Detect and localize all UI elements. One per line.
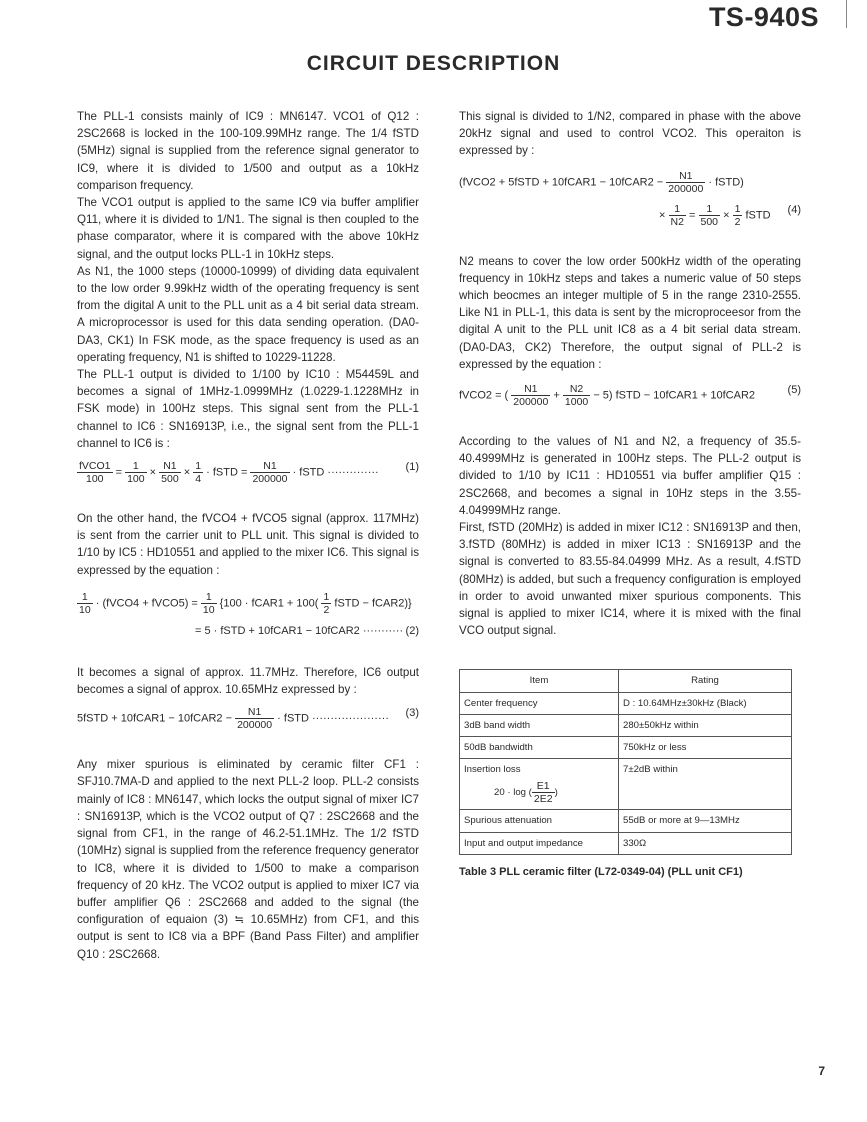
equation-number: (4) (787, 203, 801, 216)
page-number: 7 (818, 1064, 825, 1078)
table-row (460, 832, 792, 854)
table-header-row (460, 670, 792, 692)
table-cell: 7±2dB within (619, 759, 792, 810)
paragraph: N2 means to cover the low order 500kHz width of the operating frequency in 10kHz steps and takes a numeric value of 50 steps which beocmes an integer multiple of 5 in the range 2310-2555. Like N1 in PLL-1, this data is sent by the microproceesor from the digital A unit to the PLL unit IC8 as a 4 bit serial data stream. (DA0-DA3, CK2) Therefore, the output signal of PLL-2 is expressed by the equation : (459, 254, 801, 371)
table-row (460, 737, 792, 759)
table-cell: Input and output impedance (460, 832, 619, 854)
paragraph: As N1, the 1000 steps (10000-10999) of dividing data equivalent to the low order 9.99kHz width of the operating frequency is sent from the digital A unit to the PLL unit as a 4 bit serial data stream. A microprocessor is used for this data sending operation. (DA0-DA3, CK1) In FSK mode, as the space frequency is used as an operating frequency, N1 is shifted to 10229-11228. (77, 264, 419, 364)
paragraph: This signal is divided to 1/N2, compared in phase with the above 20kHz signal and used to control VCO2. This operaiton is expressed by : (459, 110, 801, 158)
table-cell: D : 10.64MHz±30kHz (Black) (619, 692, 792, 714)
ceramic-filter-table (459, 669, 792, 854)
equation-2-line2: = 5 · fSTD + 10fCAR1 − 10fCAR2 ··········· (2) (195, 624, 419, 637)
paragraph: According to the values of N1 and N2, a frequency of 35.5-40.4999MHz is generated in 100Hz steps. The PLL-2 output is divided to 1/10 by IC11 : HD10551 via buffer amplifier Q15 : 2SC2668, and becomes a signal in 10Hz steps in the 3.55-4.04999MHz range. (459, 435, 801, 517)
equation-5: fVCO2 = ( $\frac{N1}{200000}$ + $\frac{N2}{1000}$ − 5) fSTD − 10fCAR1 + 10fCAR2 (5) (459, 383, 801, 409)
paragraph: On the other hand, the fVCO4 + fVCO5 signal (approx. 117MHz) is sent from the carrier unit to PLL unit. This signal is divided to 1/10 by IC5 : HD10551 and applied to the mixer IC6. This signal is expressed by the equation : (77, 512, 419, 577)
equation-2: $\frac{1}{10}$ · (fVCO4 + fVCO5) = $\frac{1}{10}$ {100 · fCAR1 + 100( $\frac{1}{2}$ fSTD − fCAR2)} (79, 590, 412, 616)
model-header: TS-940S (708, 2, 819, 32)
table-row (460, 692, 792, 714)
equation-number: (5) (787, 384, 801, 397)
insertion-loss-formula: 20 · log ( $\frac{E1}{2E2}$ ) (494, 780, 558, 806)
table-header-cell: Rating (619, 670, 792, 692)
table-row (460, 714, 792, 736)
equation-4-line2: × $\frac{1}{N2}$ = $\frac{1}{500}$ × $\frac{1}{2}$ fSTD (4) (659, 202, 801, 228)
paragraph: It becomes a signal of approx. 11.7MHz. Therefore, IC6 output becomes a signal of approx. 10.65MHz expressed by : (77, 665, 419, 697)
table-row (460, 810, 792, 832)
paragraph: The PLL-1 consists mainly of IC9 : MN6147. VCO1 of Q12 : 2SC2668 is locked in the 100-109.99MHz range. The 1/4 fSTD (5MHz) signal is supplied from the reference signal generator to IC9, where it is divided to 1/500 and output as a 10kHz comparison frequency. (77, 110, 419, 192)
equation-number: (2) (405, 624, 419, 637)
table-cell: 750kHz or less (619, 737, 792, 759)
equation-number: (3) (405, 707, 419, 720)
equation-3: 5fSTD + 10fCAR1 − 10fCAR2 − $\frac{N1}{200000}$ · fSTD ····················· (3) (77, 706, 419, 732)
top-rule (846, 0, 847, 28)
table-cell: Center frequency (460, 692, 619, 714)
equation-1: $\frac{\text{fVCO1}}{100}$ = $\frac{1}{100}$ × $\frac{N1}{500}$ × $\frac{1}{4}$ · fSTD = $\frac{N1}{200000}$ · fSTD ·············· (1) (79, 460, 419, 486)
table-row (460, 759, 792, 810)
table-cell: 330Ω (619, 832, 792, 854)
table-cell: Insertion loss 20 · log ( $\frac{E1}{2E2}$ ) (460, 759, 619, 810)
table-cell: 50dB bandwidth (460, 737, 619, 759)
right-column (459, 108, 801, 881)
paragraph: The PLL-1 output is divided to 1/100 by IC10 : M54459L and becomes a signal of 1MHz-1.0999MHz (1.0229-1.1228MHz in FSK mode) in 100Hz steps. This signal sent from the PLL-1 channel to IC6 : SN16913P, i.e., the signal sent from the PLL-1 channel to IC6 is : (77, 368, 419, 450)
table-header-cell: Item (460, 670, 619, 692)
equation-number: (1) (405, 461, 419, 474)
page-title: CIRCUIT DESCRIPTION (306, 52, 561, 75)
table-cell: 280±50kHz within (619, 714, 792, 736)
table-caption: Table 3 PLL ceramic filter (L72-0349-04) (PLL unit CF1) (459, 865, 743, 878)
table-cell: 3dB band width (460, 714, 619, 736)
equation-4: (fVCO2 + 5fSTD + 10fCAR1 − 10fCAR2 − $\frac{N1}{200000}$ · fSTD) (459, 169, 744, 195)
paragraph: The VCO1 output is applied to the same IC9 via buffer amplifier Q11, where it is divided to 1/N1. The signal is then coupled to the phase comparator, where it is compared with the above 10kHz signal, and the output locks PLL-1 in 10kHz steps. (77, 196, 419, 261)
paragraph: First, fSTD (20MHz) is added in mixer IC12 : SN16913P and then, 3.fSTD (80MHz) is added in mixer IC13 : SN16913P and the signal is converted to 83.55-84.04999 MHz. As a result, 4.fSTD (80MHz) is added, but such a frequency configuration is employed in order to avoid unwanted mixer spurious components. This signal is applied to mixer IC14, where it is mixed with the final VCO output signal. (459, 521, 801, 638)
table-cell: Spurious attenuation (460, 810, 619, 832)
paragraph: Any mixer spurious is eliminated by ceramic filter CF1 : SFJ10.7MA-D and applied to the next PLL-2 loop. PLL-2 consists mainly of IC8 : MN6147, which locks the output signal of mixer IC7 : SN16913P, which is the VCO2 output of Q7 : 2SC2668 and the signal from CF1, in the range of 46.2-51.1MHz. The 1/2 fSTD (10MHz) signal is supplied from the reference frequency generator to IC8, where it is divided to 1/500 to make a comparison frequency of 20 kHz. The VCO2 output is applied to mixer IC7 via buffer amplifier Q6 : 2SC2668 and added to the signal (the configuration of equaion (3) ≒ 10.65MHz) from CF1, and this output is sent to IC8 via a BPF (Band Pass Filter) and amplifier Q10 : 2SC2668. (77, 758, 419, 961)
table-cell: 55dB or more at 9—13MHz (619, 810, 792, 832)
left-column (77, 108, 419, 963)
